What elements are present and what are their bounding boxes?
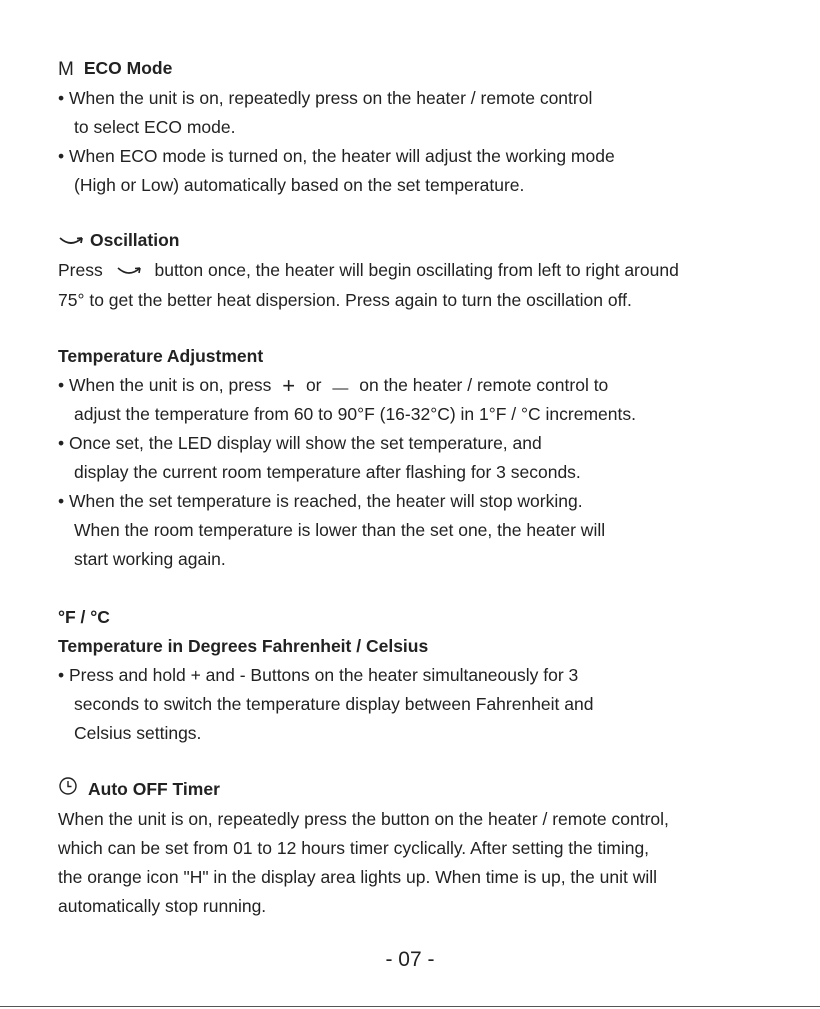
- oscillation-line-2: 75° to get the better heat dispersion. Press again to turn the oscillation off.: [58, 289, 632, 310]
- timer-line-3: the orange icon "H" in the display area lights up. When time is up, the unit will: [58, 866, 657, 887]
- temp-bullet-3-line-1: • When the set temperature is reached, the heater will stop working.: [58, 491, 583, 511]
- auto-off-timer-section: [58, 775, 778, 921]
- timer-line-2: which can be set from 01 to 12 hours timer cyclically. After setting the timing,: [58, 837, 650, 858]
- oscillation-line-1-rest: button once, the heater will begin oscillating from left to right around: [154, 259, 679, 280]
- eco-bullet-1-line-2: to select ECO mode.: [74, 116, 236, 137]
- minus-icon: —: [332, 380, 349, 397]
- or-text: or: [305, 375, 322, 395]
- timer-line-1: When the unit is on, repeatedly press the button on the heater / remote control,: [58, 808, 669, 829]
- timer-line-4: automatically stop running.: [58, 895, 267, 916]
- oscillation-title: Oscillation: [90, 230, 180, 250]
- units-section: [58, 603, 778, 748]
- temperature-adjustment-title: Temperature Adjustment: [58, 346, 264, 366]
- temp-bullet-1-line-1: [58, 371, 778, 400]
- oscillation-section: [58, 226, 778, 315]
- temp-bullet-2-line-1: • Once set, the LED display will show the set temperature, and: [58, 433, 542, 453]
- eco-bullet-1-line-1: • When the unit is on, repeatedly press on the heater / remote control: [58, 87, 593, 108]
- temp-bullet-2-line-2: display the current room temperature after flashing for 3 seconds.: [74, 462, 581, 482]
- units-bullet-line-2: seconds to switch the temperature display between Fahrenheit and: [74, 694, 594, 714]
- temperature-adjustment-section: [58, 342, 778, 574]
- page-number: - 07 -: [385, 948, 435, 971]
- timer-heading: [58, 775, 778, 805]
- bottom-divider: [0, 1006, 820, 1007]
- oscillation-press-text: Press: [58, 259, 103, 280]
- oscillation-icon: [58, 227, 84, 256]
- temp-bullet-1-text-b: on the heater / remote control to: [359, 375, 609, 395]
- eco-mode-section: [58, 54, 778, 200]
- eco-bullet-2-line-1: • When ECO mode is turned on, the heater will adjust the working mode: [58, 145, 615, 166]
- eco-m-icon: M: [58, 58, 74, 80]
- timer-title: Auto OFF Timer: [88, 779, 220, 799]
- oscillation-heading: [58, 226, 778, 256]
- eco-mode-heading: [58, 54, 778, 84]
- oscillation-line-1: [58, 256, 778, 286]
- temp-bullet-1-text-a: • When the unit is on, press: [58, 375, 272, 395]
- temp-bullet-3-line-2: When the room temperature is lower than the set one, the heater will: [74, 520, 606, 540]
- units-subtitle: Temperature in Degrees Fahrenheit / Celsius: [58, 636, 429, 656]
- plus-icon: +: [282, 373, 296, 398]
- eco-mode-title: ECO Mode: [83, 58, 173, 78]
- temp-bullet-1-line-2: adjust the temperature from 60 to 90°F (16-32°C) in 1°F / °C increments.: [74, 404, 636, 424]
- units-bullet-line-3: Celsius settings.: [74, 723, 202, 743]
- clock-icon: [58, 776, 78, 805]
- units-title: °F / °C: [58, 607, 110, 627]
- temp-bullet-3-line-3: start working again.: [74, 549, 226, 569]
- oscillation-inline-icon: [116, 257, 142, 286]
- eco-bullet-2-line-2: (High or Low) automatically based on the set temperature.: [74, 174, 525, 195]
- units-bullet-line-1: • Press and hold + and - Buttons on the heater simultaneously for 3: [58, 665, 579, 685]
